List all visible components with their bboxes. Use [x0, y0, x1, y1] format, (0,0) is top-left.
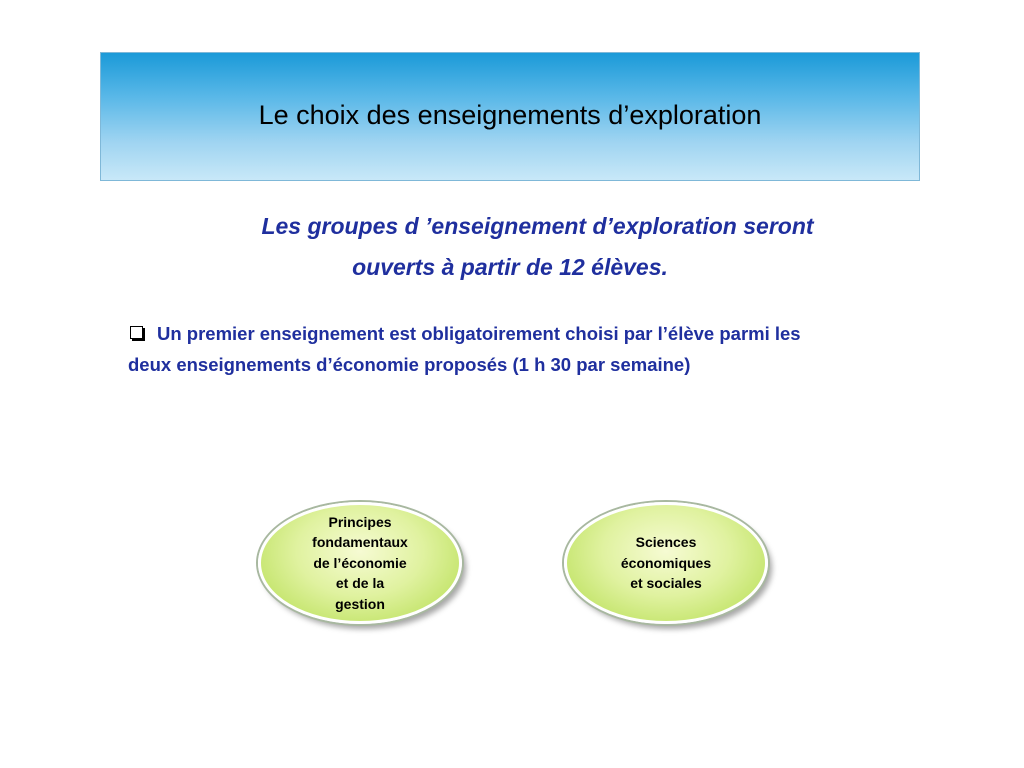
option-label-line: économiques	[620, 554, 712, 571]
option-oval-principes	[258, 502, 462, 624]
bullet-line-1: Un premier enseignement est obligatoirement choisi par l’élève parmi les	[157, 323, 801, 344]
checkbox-square-icon	[130, 326, 143, 339]
slide-title: Le choix des enseignements d’exploration	[258, 99, 762, 130]
subtitle-line-2: ouverts à partir de 12 élèves.	[352, 254, 668, 280]
option-label-ses	[601, 532, 731, 594]
bullet-paragraph	[128, 318, 948, 380]
title-banner	[100, 52, 920, 181]
option-label-line: Principes	[328, 513, 392, 530]
option-label-line: et de la	[335, 575, 385, 592]
option-label-line: Sciences	[635, 534, 697, 551]
option-label-line: et sociales	[630, 575, 702, 592]
option-label-line: fondamentaux	[312, 534, 408, 551]
option-label-line: gestion	[335, 595, 385, 612]
option-oval-ses	[564, 502, 768, 624]
option-label-principes	[295, 512, 425, 615]
subtitle-line-1: Les groupes d ’enseignement d’exploration seront	[261, 213, 814, 239]
subtitle	[100, 206, 920, 288]
bullet-line-2: deux enseignements d’économie proposés (1 h 30 par semaine)	[128, 354, 691, 375]
option-label-line: de l’économie	[313, 554, 407, 571]
